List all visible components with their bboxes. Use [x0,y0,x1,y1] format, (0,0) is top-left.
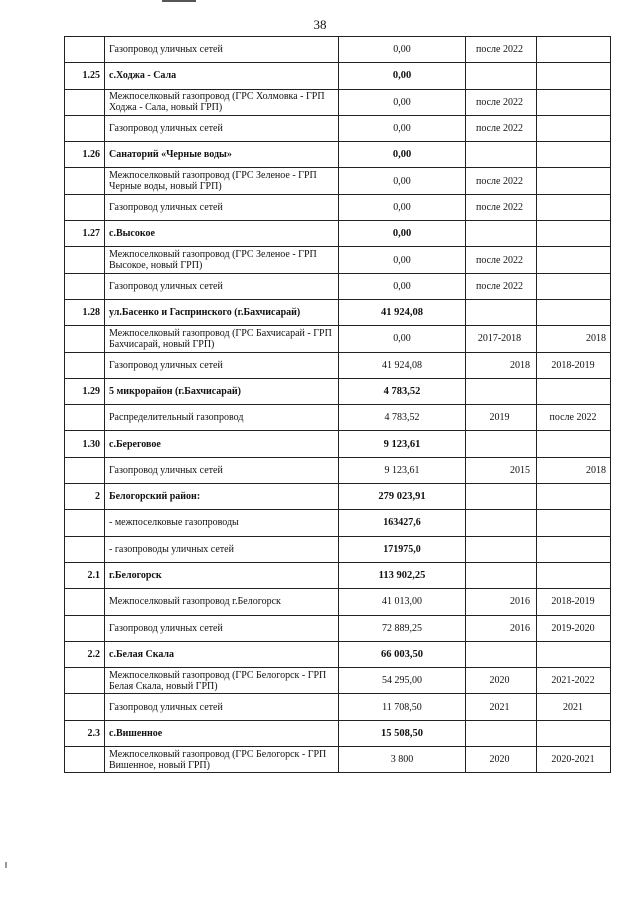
object-name-cell: Газопровод уличных сетей [105,352,339,378]
end-year-cell: 2018 [537,326,611,352]
start-year-cell [466,378,537,404]
end-year-cell: 2020-2021 [537,747,611,773]
start-year-cell [466,484,537,510]
start-year-cell: после 2022 [466,115,537,141]
row-number-cell: 1.26 [65,142,105,168]
end-year-cell [537,536,611,562]
table-row [65,615,611,641]
row-number-cell: 2 [65,484,105,510]
row-number-cell [65,194,105,220]
object-name-cell: Межпоселковый газопровод (ГРС Белогорск - ГРП Вишенное, новый ГРП) [105,747,339,773]
row-number-cell [65,615,105,641]
cost-cell: 3 800 [339,747,466,773]
start-year-cell [466,299,537,325]
start-year-cell: после 2022 [466,37,537,63]
object-name-cell: с.Высокое [105,221,339,247]
object-name-cell: г.Белогорск [105,562,339,588]
row-number-cell: 1.28 [65,299,105,325]
cost-cell: 0,00 [339,168,466,194]
table-row [65,694,611,720]
cost-cell: 0,00 [339,326,466,352]
start-year-cell: 2016 [466,615,537,641]
end-year-cell [537,63,611,89]
cost-cell: 41 924,08 [339,352,466,378]
end-year-cell: 2021 [537,694,611,720]
cost-cell: 72 889,25 [339,615,466,641]
row-number-cell [65,694,105,720]
start-year-cell [466,720,537,746]
cost-cell: 113 902,25 [339,562,466,588]
cost-cell: 0,00 [339,37,466,63]
start-year-cell: 2020 [466,668,537,694]
end-year-cell [537,221,611,247]
cost-cell: 0,00 [339,63,466,89]
table-row [65,378,611,404]
start-year-cell [466,641,537,667]
table-row [65,457,611,483]
table-row [65,668,611,694]
start-year-cell: после 2022 [466,247,537,273]
row-number-cell: 1.25 [65,63,105,89]
end-year-cell [537,115,611,141]
row-number-cell [65,747,105,773]
row-number-cell [65,326,105,352]
start-year-cell: 2015 [466,457,537,483]
cost-cell: 9 123,61 [339,457,466,483]
start-year-cell: после 2022 [466,273,537,299]
start-year-cell [466,510,537,536]
row-number-cell [65,589,105,615]
table-row [65,63,611,89]
end-year-cell [537,299,611,325]
object-name-cell: Газопровод уличных сетей [105,615,339,641]
table-row [65,510,611,536]
cost-cell: 9 123,61 [339,431,466,457]
table-row [65,299,611,325]
object-name-cell: с.Береговое [105,431,339,457]
end-year-cell [537,37,611,63]
cost-cell: 171975,0 [339,536,466,562]
end-year-cell [537,378,611,404]
cost-cell: 0,00 [339,221,466,247]
table-row [65,142,611,168]
cost-cell: 279 023,91 [339,484,466,510]
row-number-cell [65,405,105,431]
end-year-cell [537,720,611,746]
table-row [65,273,611,299]
cost-cell: 0,00 [339,142,466,168]
row-number-cell [65,510,105,536]
end-year-cell [537,484,611,510]
cost-cell: 41 924,08 [339,299,466,325]
cost-cell: 66 003,50 [339,641,466,667]
object-name-cell: Газопровод уличных сетей [105,694,339,720]
row-number-cell [65,37,105,63]
cost-cell: 15 508,50 [339,720,466,746]
table-row [65,352,611,378]
object-name-cell: - межпоселковые газопроводы [105,510,339,536]
object-name-cell: с.Белая Скала [105,641,339,667]
cost-cell: 11 708,50 [339,694,466,720]
cost-cell: 4 783,52 [339,378,466,404]
end-year-cell [537,247,611,273]
object-name-cell: Межпоселковый газопровод (ГРС Бахчисарай - ГРП Бахчисарай, новый ГРП) [105,326,339,352]
row-number-cell [65,168,105,194]
row-number-cell: 2.2 [65,641,105,667]
cost-cell: 41 013,00 [339,589,466,615]
page-number: 38 [313,17,327,32]
object-name-cell: Газопровод уличных сетей [105,457,339,483]
row-number-cell [65,273,105,299]
end-year-cell: после 2022 [537,405,611,431]
end-year-cell: 2018-2019 [537,352,611,378]
table-row [65,484,611,510]
end-year-cell [537,641,611,667]
row-number-cell: 1.29 [65,378,105,404]
start-year-cell [466,142,537,168]
row-number-cell [65,668,105,694]
object-name-cell: Межпоселковый газопровод (ГРС Зеленое - ГРП Высокое, новый ГРП) [105,247,339,273]
table-row [65,536,611,562]
table-row [65,168,611,194]
table-body [65,37,611,773]
end-year-cell [537,510,611,536]
end-year-cell [537,562,611,588]
object-name-cell: с.Ходжа - Сала [105,63,339,89]
table-row [65,431,611,457]
start-year-cell: 2019 [466,405,537,431]
object-name-cell: Распределительный газопровод [105,405,339,431]
cost-cell: 54 295,00 [339,668,466,694]
table-row [65,326,611,352]
start-year-cell: 2020 [466,747,537,773]
end-year-cell: 2019-2020 [537,615,611,641]
start-year-cell: 2016 [466,589,537,615]
start-year-cell: после 2022 [466,194,537,220]
row-number-cell [65,536,105,562]
cost-cell: 0,00 [339,247,466,273]
row-number-cell: 2.3 [65,720,105,746]
end-year-cell: 2018-2019 [537,589,611,615]
scan-mark [162,0,196,2]
row-number-cell [65,89,105,115]
row-number-cell [65,247,105,273]
table-row [65,247,611,273]
end-year-cell [537,431,611,457]
table-row [65,747,611,773]
cost-cell: 4 783,52 [339,405,466,431]
start-year-cell [466,536,537,562]
start-year-cell: 2021 [466,694,537,720]
end-year-cell [537,273,611,299]
object-name-cell: Газопровод уличных сетей [105,273,339,299]
cost-cell: 0,00 [339,194,466,220]
start-year-cell: после 2022 [466,89,537,115]
object-name-cell: Газопровод уличных сетей [105,37,339,63]
table-row [65,589,611,615]
scan-mark [5,862,7,868]
start-year-cell [466,431,537,457]
table-row [65,89,611,115]
row-number-cell [65,457,105,483]
end-year-cell [537,142,611,168]
object-name-cell: ул.Басенко и Гаспринского (г.Бахчисарай) [105,299,339,325]
object-name-cell: Межпоселковый газопровод (ГРС Белогорск - ГРП Белая Скала, новый ГРП) [105,668,339,694]
object-name-cell: Межпоселковый газопровод (ГРС Зеленое - ГРП Черные воды, новый ГРП) [105,168,339,194]
row-number-cell [65,352,105,378]
object-name-cell: Газопровод уличных сетей [105,115,339,141]
end-year-cell: 2021-2022 [537,668,611,694]
table-row [65,37,611,63]
start-year-cell: 2017-2018 [466,326,537,352]
end-year-cell: 2018 [537,457,611,483]
start-year-cell: 2018 [466,352,537,378]
cost-cell: 163427,6 [339,510,466,536]
end-year-cell [537,168,611,194]
row-number-cell: 2.1 [65,562,105,588]
object-name-cell: Межпоселковый газопровод г.Белогорск [105,589,339,615]
cost-cell: 0,00 [339,273,466,299]
table-row [65,115,611,141]
cost-cell: 0,00 [339,89,466,115]
table-row [65,221,611,247]
object-name-cell: Санаторий «Черные воды» [105,142,339,168]
object-name-cell: Газопровод уличных сетей [105,194,339,220]
cost-cell: 0,00 [339,115,466,141]
object-name-cell: Белогорский район: [105,484,339,510]
table-row [65,194,611,220]
table-row [65,720,611,746]
object-name-cell: с.Вишенное [105,720,339,746]
end-year-cell [537,89,611,115]
table-row [65,641,611,667]
start-year-cell [466,221,537,247]
object-name-cell: 5 микрорайон (г.Бахчисарай) [105,378,339,404]
table-row [65,405,611,431]
start-year-cell [466,562,537,588]
object-name-cell: - газопроводы уличных сетей [105,536,339,562]
gas-pipeline-table [64,36,611,773]
end-year-cell [537,194,611,220]
object-name-cell: Межпоселковый газопровод (ГРС Холмовка - ГРП Ходжа - Сала, новый ГРП) [105,89,339,115]
row-number-cell: 1.27 [65,221,105,247]
row-number-cell: 1.30 [65,431,105,457]
table-row [65,562,611,588]
row-number-cell [65,115,105,141]
start-year-cell [466,63,537,89]
start-year-cell: после 2022 [466,168,537,194]
